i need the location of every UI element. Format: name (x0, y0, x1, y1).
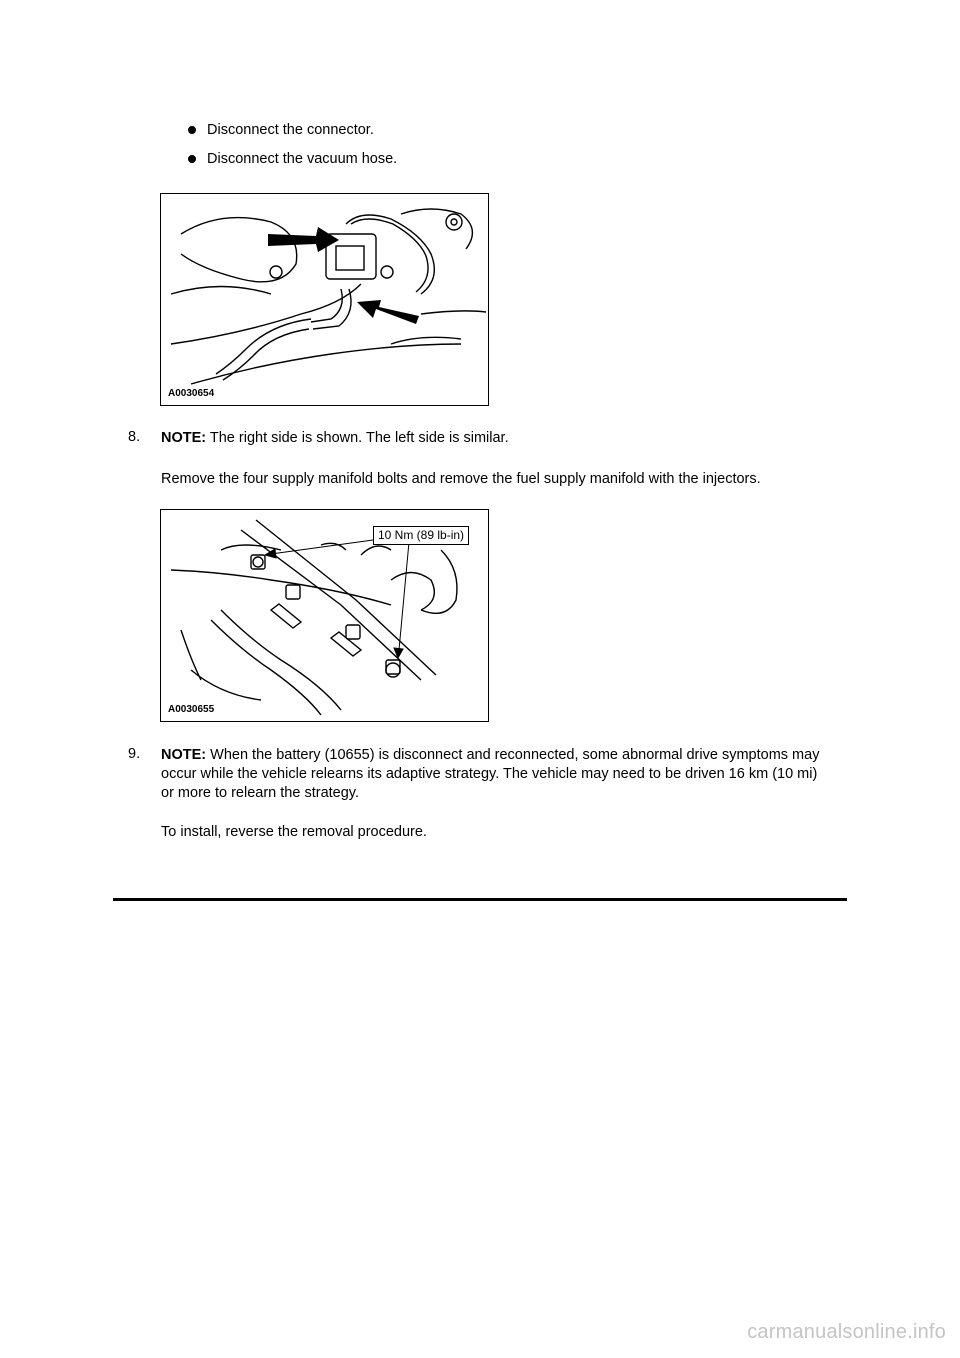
figure-connector-vacuum-hose (160, 193, 489, 406)
bullet-item-disconnect-connector (188, 122, 374, 138)
bullet-icon (188, 126, 196, 134)
step-number: 9. (128, 746, 141, 762)
note-text: When the battery (10655) is disconnect and reconnected, some abnormal drive symptoms may occur while the vehicle relearns its adaptive strategy. The vehicle may need to be driven 16 km (10 mi) or more to relearn the strategy. (161, 747, 820, 801)
bullet-icon (188, 155, 196, 163)
step-8-instruction: Remove the four supply manifold bolts and remove the fuel supply manifold with the injectors. (161, 471, 761, 487)
step-8-note (161, 429, 821, 448)
note-text: The right side is shown. The left side is similar. (209, 430, 509, 446)
bullet-text: Disconnect the vacuum hose. (207, 151, 398, 167)
figure-code: A0030655 (168, 704, 215, 715)
note-label: NOTE: (161, 747, 207, 763)
watermark: carmanualsonline.info (747, 1321, 946, 1343)
bullet-text: Disconnect the connector. (207, 122, 374, 138)
step-9-note (161, 746, 821, 803)
step-9-instruction: To install, reverse the removal procedure. (161, 824, 427, 840)
step-number: 8. (128, 429, 141, 445)
note-label: NOTE: (161, 430, 207, 446)
engine-illustration (161, 194, 488, 405)
torque-callout: 10 Nm (89 lb-in) (373, 526, 469, 545)
figure-fuel-supply-manifold (160, 509, 489, 722)
bullet-item-disconnect-vacuum-hose (188, 151, 397, 167)
figure-code: A0030654 (168, 388, 215, 399)
section-divider (113, 898, 847, 901)
